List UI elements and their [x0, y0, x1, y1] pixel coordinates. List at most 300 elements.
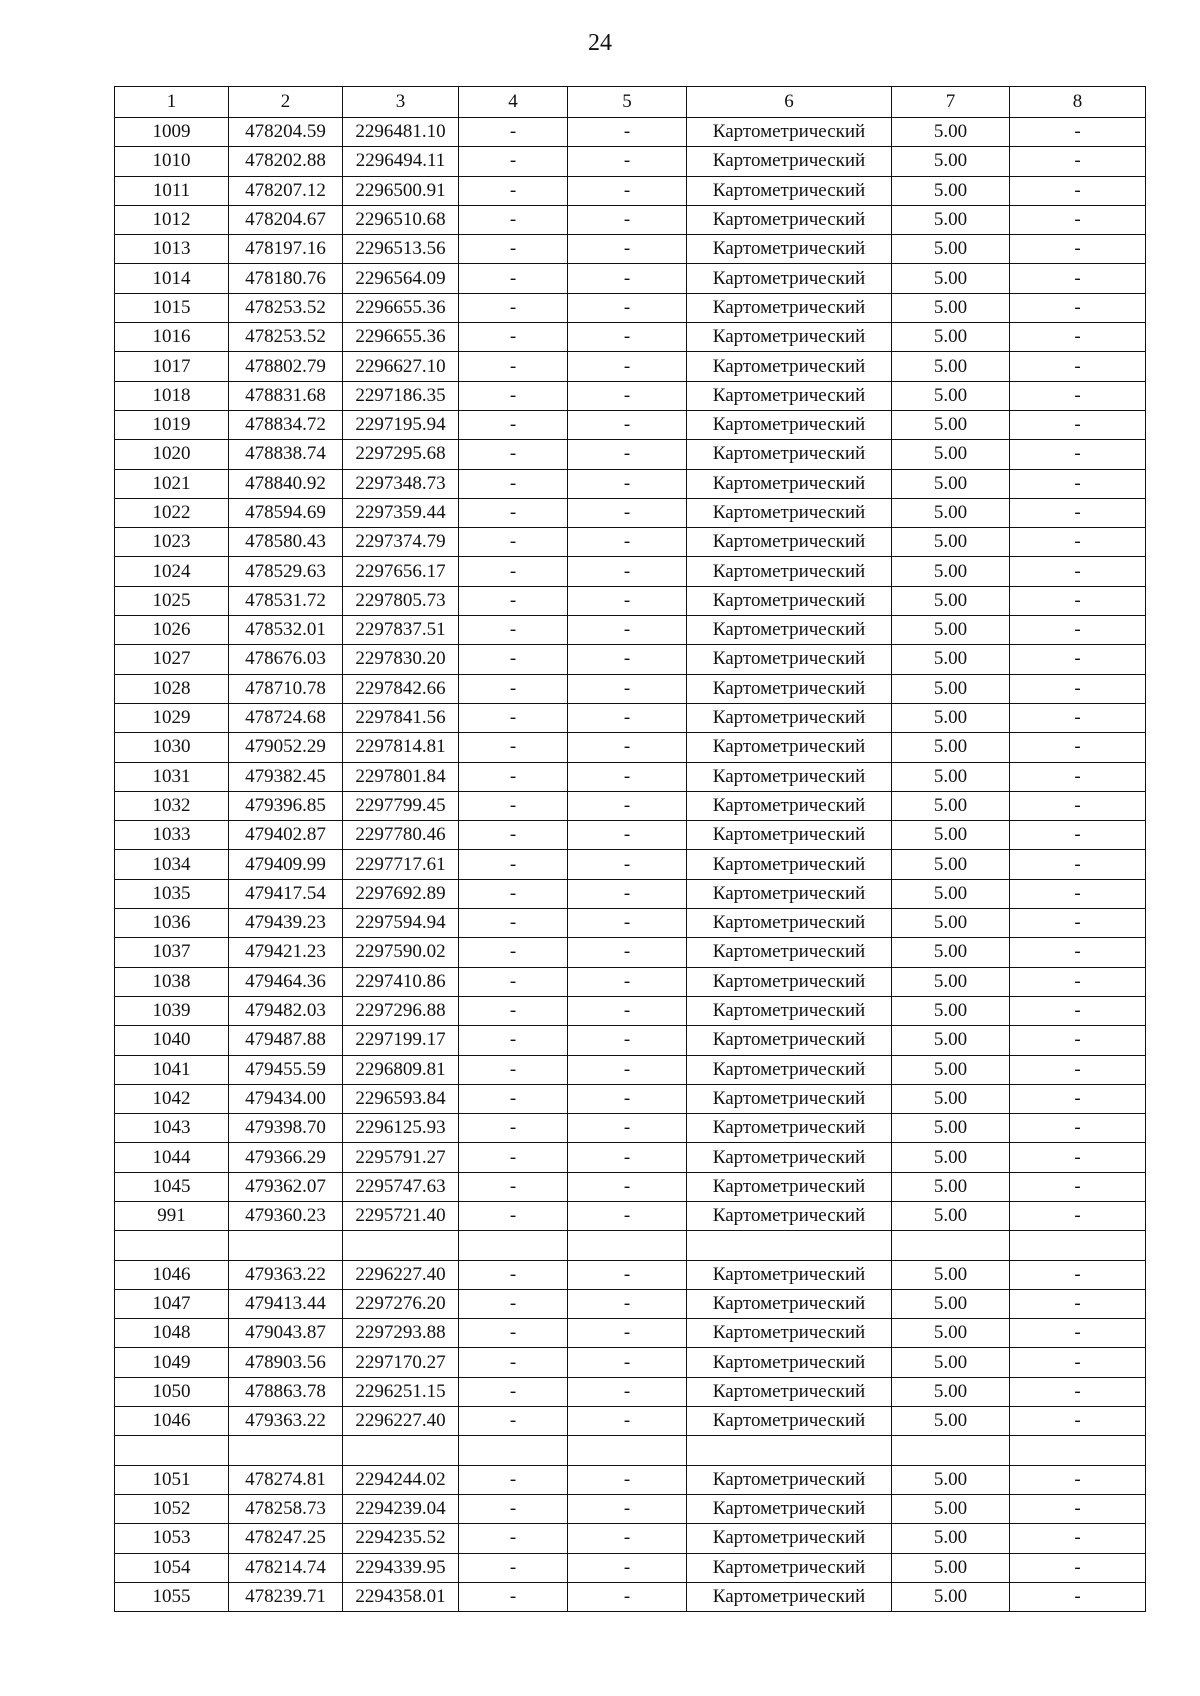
column-8-cell: -: [1010, 762, 1146, 791]
method-cell: Картометрический: [687, 1319, 892, 1348]
column-5-cell: -: [568, 791, 687, 820]
coordinate-x-cell: [229, 1231, 343, 1260]
coordinate-x-cell: 479409.99: [229, 850, 343, 879]
table-row: [115, 381, 1146, 410]
table-row: [115, 176, 1146, 205]
table-row: [115, 498, 1146, 527]
coordinate-x-cell: 479434.00: [229, 1084, 343, 1113]
column-4-cell: -: [459, 118, 568, 147]
point-number-cell: 1034: [115, 850, 229, 879]
table-row: [115, 147, 1146, 176]
column-8-cell: -: [1010, 1377, 1146, 1406]
column-5-cell: -: [568, 821, 687, 850]
point-number-cell: 1035: [115, 879, 229, 908]
coordinate-x-cell: 478594.69: [229, 498, 343, 527]
accuracy-cell: 5.00: [892, 762, 1010, 791]
column-8-cell: -: [1010, 264, 1146, 293]
method-cell: Картометрический: [687, 381, 892, 410]
column-4-cell: -: [459, 147, 568, 176]
column-header: 5: [568, 87, 687, 118]
point-number-cell: 1025: [115, 586, 229, 615]
coordinate-x-cell: [229, 1436, 343, 1465]
coordinate-x-cell: 478580.43: [229, 528, 343, 557]
column-5-cell: -: [568, 645, 687, 674]
coordinate-y-cell: 2296809.81: [343, 1055, 459, 1084]
column-4-cell: -: [459, 586, 568, 615]
column-8-cell: -: [1010, 235, 1146, 264]
coordinate-y-cell: 2297293.88: [343, 1319, 459, 1348]
method-cell: Картометрический: [687, 850, 892, 879]
column-4-cell: -: [459, 557, 568, 586]
column-5-cell: -: [568, 733, 687, 762]
column-8-cell: -: [1010, 1289, 1146, 1318]
coordinate-y-cell: 2296564.09: [343, 264, 459, 293]
table-row: [115, 850, 1146, 879]
point-number-cell: 1028: [115, 674, 229, 703]
column-5-cell: -: [568, 1319, 687, 1348]
coordinate-x-cell: 479398.70: [229, 1114, 343, 1143]
point-number-cell: 1054: [115, 1553, 229, 1582]
point-number-cell: 1014: [115, 264, 229, 293]
column-5-cell: -: [568, 1494, 687, 1523]
coordinate-y-cell: 2297186.35: [343, 381, 459, 410]
coordinate-y-cell: 2296494.11: [343, 147, 459, 176]
table-row: [115, 1494, 1146, 1523]
column-5-cell: -: [568, 1582, 687, 1611]
accuracy-cell: 5.00: [892, 1260, 1010, 1289]
column-5-cell: -: [568, 410, 687, 439]
column-5-cell: -: [568, 498, 687, 527]
column-8-cell: -: [1010, 1055, 1146, 1084]
accuracy-cell: 5.00: [892, 1524, 1010, 1553]
accuracy-cell: 5.00: [892, 147, 1010, 176]
column-4-cell: -: [459, 410, 568, 439]
method-cell: Картометрический: [687, 264, 892, 293]
method-cell: Картометрический: [687, 118, 892, 147]
column-5-cell: -: [568, 703, 687, 732]
point-number-cell: 1042: [115, 1084, 229, 1113]
coordinate-y-cell: 2297780.46: [343, 821, 459, 850]
coordinate-x-cell: 478831.68: [229, 381, 343, 410]
table-header-row: [115, 87, 1146, 118]
method-cell: Картометрический: [687, 1582, 892, 1611]
column-5-cell: -: [568, 1289, 687, 1318]
accuracy-cell: 5.00: [892, 1172, 1010, 1201]
accuracy-cell: 5.00: [892, 1348, 1010, 1377]
point-number-cell: 1029: [115, 703, 229, 732]
coordinate-x-cell: 479439.23: [229, 909, 343, 938]
coordinate-y-cell: 2296627.10: [343, 352, 459, 381]
table-row: [115, 645, 1146, 674]
method-cell: Картометрический: [687, 762, 892, 791]
point-number-cell: [115, 1436, 229, 1465]
coordinate-x-cell: 479382.45: [229, 762, 343, 791]
method-cell: Картометрический: [687, 235, 892, 264]
table-row: [115, 1201, 1146, 1230]
column-4-cell: -: [459, 1524, 568, 1553]
table-row: [115, 1172, 1146, 1201]
accuracy-cell: 5.00: [892, 1377, 1010, 1406]
table-row: [115, 1553, 1146, 1582]
column-header: 8: [1010, 87, 1146, 118]
method-cell: Картометрический: [687, 1289, 892, 1318]
accuracy-cell: 5.00: [892, 235, 1010, 264]
coordinate-y-cell: 2295721.40: [343, 1201, 459, 1230]
column-8-cell: -: [1010, 381, 1146, 410]
table-row: [115, 557, 1146, 586]
coordinate-x-cell: 478903.56: [229, 1348, 343, 1377]
method-cell: Картометрический: [687, 616, 892, 645]
coordinate-y-cell: 2297801.84: [343, 762, 459, 791]
coordinate-x-cell: 478676.03: [229, 645, 343, 674]
method-cell: Картометрический: [687, 1494, 892, 1523]
table-row: [115, 235, 1146, 264]
method-cell: Картометрический: [687, 469, 892, 498]
coordinate-x-cell: 479396.85: [229, 791, 343, 820]
coordinate-x-cell: 479464.36: [229, 967, 343, 996]
column-8-cell: -: [1010, 879, 1146, 908]
table-body: [115, 87, 1146, 1612]
table-row: [115, 1524, 1146, 1553]
column-5-cell: -: [568, 205, 687, 234]
coordinate-y-cell: 2297830.20: [343, 645, 459, 674]
method-cell: Картометрический: [687, 205, 892, 234]
table-row: [115, 1407, 1146, 1436]
coordinate-y-cell: 2294235.52: [343, 1524, 459, 1553]
column-4-cell: -: [459, 850, 568, 879]
column-8-cell: -: [1010, 528, 1146, 557]
table-row: [115, 323, 1146, 352]
accuracy-cell: 5.00: [892, 410, 1010, 439]
coordinate-x-cell: 479417.54: [229, 879, 343, 908]
column-4-cell: -: [459, 1348, 568, 1377]
accuracy-cell: 5.00: [892, 909, 1010, 938]
coordinate-x-cell: 478529.63: [229, 557, 343, 586]
column-5-cell: -: [568, 586, 687, 615]
column-5-cell: -: [568, 1348, 687, 1377]
column-4-cell: -: [459, 205, 568, 234]
accuracy-cell: 5.00: [892, 1201, 1010, 1230]
coordinate-x-cell: 478840.92: [229, 469, 343, 498]
point-number-cell: 1021: [115, 469, 229, 498]
column-header: 1: [115, 87, 229, 118]
column-5-cell: -: [568, 616, 687, 645]
point-number-cell: 1047: [115, 1289, 229, 1318]
coordinate-y-cell: 2297410.86: [343, 967, 459, 996]
point-number-cell: 1053: [115, 1524, 229, 1553]
method-cell: Картометрический: [687, 879, 892, 908]
column-8-cell: -: [1010, 557, 1146, 586]
column-8-cell: -: [1010, 1348, 1146, 1377]
table-row: [115, 469, 1146, 498]
column-8-cell: -: [1010, 176, 1146, 205]
column-4-cell: -: [459, 498, 568, 527]
accuracy-cell: 5.00: [892, 1143, 1010, 1172]
column-5-cell: -: [568, 1260, 687, 1289]
coordinate-x-cell: 479413.44: [229, 1289, 343, 1318]
column-4-cell: -: [459, 1494, 568, 1523]
point-number-cell: 1043: [115, 1114, 229, 1143]
coordinate-x-cell: 478802.79: [229, 352, 343, 381]
column-4-cell: -: [459, 293, 568, 322]
table-row: [115, 996, 1146, 1025]
column-4-cell: -: [459, 1201, 568, 1230]
column-header: 6: [687, 87, 892, 118]
column-8-cell: -: [1010, 1026, 1146, 1055]
method-cell: Картометрический: [687, 1553, 892, 1582]
accuracy-cell: 5.00: [892, 967, 1010, 996]
column-4-cell: -: [459, 791, 568, 820]
point-number-cell: 1039: [115, 996, 229, 1025]
column-5-cell: -: [568, 1377, 687, 1406]
point-number-cell: 1023: [115, 528, 229, 557]
point-number-cell: 991: [115, 1201, 229, 1230]
coordinate-y-cell: 2297295.68: [343, 440, 459, 469]
method-cell: Картометрический: [687, 410, 892, 439]
accuracy-cell: 5.00: [892, 528, 1010, 557]
table-row: [115, 1348, 1146, 1377]
method-cell: Картометрический: [687, 352, 892, 381]
column-4-cell: -: [459, 1289, 568, 1318]
point-number-cell: 1040: [115, 1026, 229, 1055]
column-4-cell: -: [459, 762, 568, 791]
column-4-cell: -: [459, 1260, 568, 1289]
column-8-cell: -: [1010, 674, 1146, 703]
column-8-cell: -: [1010, 440, 1146, 469]
table-row: [115, 1143, 1146, 1172]
accuracy-cell: 5.00: [892, 879, 1010, 908]
table-row: [115, 909, 1146, 938]
coordinate-y-cell: 2297842.66: [343, 674, 459, 703]
coordinate-x-cell: 479363.22: [229, 1407, 343, 1436]
column-4-cell: -: [459, 909, 568, 938]
column-5-cell: -: [568, 1172, 687, 1201]
column-4-cell: -: [459, 616, 568, 645]
column-4-cell: -: [459, 1114, 568, 1143]
column-8-cell: [1010, 1436, 1146, 1465]
column-4-cell: -: [459, 381, 568, 410]
method-cell: Картометрический: [687, 938, 892, 967]
coordinate-y-cell: 2296513.56: [343, 235, 459, 264]
point-number-cell: 1027: [115, 645, 229, 674]
point-number-cell: 1015: [115, 293, 229, 322]
column-8-cell: -: [1010, 996, 1146, 1025]
column-8-cell: -: [1010, 323, 1146, 352]
table-row: [115, 586, 1146, 615]
accuracy-cell: 5.00: [892, 498, 1010, 527]
point-number-cell: 1022: [115, 498, 229, 527]
coordinate-x-cell: 479363.22: [229, 1260, 343, 1289]
column-header: 4: [459, 87, 568, 118]
column-4-cell: -: [459, 674, 568, 703]
point-number-cell: 1013: [115, 235, 229, 264]
coordinate-x-cell: 478258.73: [229, 1494, 343, 1523]
method-cell: Картометрический: [687, 1524, 892, 1553]
coordinate-x-cell: 478532.01: [229, 616, 343, 645]
column-8-cell: -: [1010, 850, 1146, 879]
column-5-cell: -: [568, 381, 687, 410]
coordinate-y-cell: 2295791.27: [343, 1143, 459, 1172]
point-number-cell: 1026: [115, 616, 229, 645]
column-4-cell: -: [459, 1377, 568, 1406]
column-5-cell: -: [568, 147, 687, 176]
column-8-cell: -: [1010, 1465, 1146, 1494]
coordinate-x-cell: 479052.29: [229, 733, 343, 762]
column-5-cell: -: [568, 674, 687, 703]
coordinate-y-cell: 2294339.95: [343, 1553, 459, 1582]
coordinate-x-cell: 478834.72: [229, 410, 343, 439]
column-4-cell: -: [459, 1582, 568, 1611]
column-8-cell: -: [1010, 469, 1146, 498]
point-number-cell: 1052: [115, 1494, 229, 1523]
point-number-cell: 1011: [115, 176, 229, 205]
column-header: 7: [892, 87, 1010, 118]
method-cell: Картометрический: [687, 645, 892, 674]
table-row: [115, 1231, 1146, 1260]
column-5-cell: -: [568, 1201, 687, 1230]
accuracy-cell: [892, 1231, 1010, 1260]
column-4-cell: [459, 1231, 568, 1260]
coordinate-x-cell: 478202.88: [229, 147, 343, 176]
coordinate-x-cell: 478253.52: [229, 323, 343, 352]
accuracy-cell: 5.00: [892, 205, 1010, 234]
point-number-cell: 1038: [115, 967, 229, 996]
column-header: 2: [229, 87, 343, 118]
point-number-cell: 1017: [115, 352, 229, 381]
column-8-cell: -: [1010, 1084, 1146, 1113]
table-row: [115, 118, 1146, 147]
coordinate-x-cell: 478863.78: [229, 1377, 343, 1406]
column-8-cell: -: [1010, 293, 1146, 322]
table-row: [115, 703, 1146, 732]
point-number-cell: 1009: [115, 118, 229, 147]
column-4-cell: -: [459, 703, 568, 732]
point-number-cell: 1048: [115, 1319, 229, 1348]
column-4-cell: -: [459, 1553, 568, 1582]
point-number-cell: 1019: [115, 410, 229, 439]
column-8-cell: [1010, 1231, 1146, 1260]
coordinate-x-cell: 478710.78: [229, 674, 343, 703]
column-4-cell: -: [459, 235, 568, 264]
coordinate-x-cell: 479402.87: [229, 821, 343, 850]
accuracy-cell: 5.00: [892, 469, 1010, 498]
table-row: [115, 733, 1146, 762]
coordinate-x-cell: 479043.87: [229, 1319, 343, 1348]
method-cell: Картометрический: [687, 440, 892, 469]
point-number-cell: 1016: [115, 323, 229, 352]
coordinate-x-cell: 478531.72: [229, 586, 343, 615]
column-5-cell: -: [568, 557, 687, 586]
column-5-cell: -: [568, 879, 687, 908]
accuracy-cell: 5.00: [892, 440, 1010, 469]
point-number-cell: 1046: [115, 1407, 229, 1436]
coordinate-x-cell: 478197.16: [229, 235, 343, 264]
method-cell: Картометрический: [687, 147, 892, 176]
column-4-cell: -: [459, 1026, 568, 1055]
accuracy-cell: [892, 1436, 1010, 1465]
method-cell: Картометрический: [687, 733, 892, 762]
coordinate-x-cell: 478239.71: [229, 1582, 343, 1611]
table-row: [115, 205, 1146, 234]
point-number-cell: 1051: [115, 1465, 229, 1494]
coordinate-x-cell: 479366.29: [229, 1143, 343, 1172]
point-number-cell: 1041: [115, 1055, 229, 1084]
column-8-cell: -: [1010, 205, 1146, 234]
coordinate-y-cell: 2296510.68: [343, 205, 459, 234]
table-row: [115, 791, 1146, 820]
column-8-cell: -: [1010, 791, 1146, 820]
method-cell: Картометрический: [687, 996, 892, 1025]
column-4-cell: -: [459, 1055, 568, 1084]
method-cell: Картометрический: [687, 1407, 892, 1436]
accuracy-cell: 5.00: [892, 674, 1010, 703]
method-cell: [687, 1436, 892, 1465]
accuracy-cell: 5.00: [892, 1114, 1010, 1143]
table-row: [115, 616, 1146, 645]
accuracy-cell: 5.00: [892, 1494, 1010, 1523]
column-8-cell: -: [1010, 1524, 1146, 1553]
method-cell: Картометрический: [687, 1465, 892, 1494]
point-number-cell: 1024: [115, 557, 229, 586]
accuracy-cell: 5.00: [892, 645, 1010, 674]
coordinate-x-cell: 478247.25: [229, 1524, 343, 1553]
coordinate-x-cell: 479487.88: [229, 1026, 343, 1055]
table-row: [115, 352, 1146, 381]
method-cell: Картометрический: [687, 1143, 892, 1172]
table-row: [115, 264, 1146, 293]
accuracy-cell: 5.00: [892, 821, 1010, 850]
column-4-cell: -: [459, 176, 568, 205]
point-number-cell: 1045: [115, 1172, 229, 1201]
table-row: [115, 1319, 1146, 1348]
table-row: [115, 293, 1146, 322]
column-8-cell: -: [1010, 1172, 1146, 1201]
column-5-cell: [568, 1436, 687, 1465]
coordinate-y-cell: 2297814.81: [343, 733, 459, 762]
column-5-cell: -: [568, 909, 687, 938]
table-row: [115, 1114, 1146, 1143]
coordinate-x-cell: 478214.74: [229, 1553, 343, 1582]
accuracy-cell: 5.00: [892, 586, 1010, 615]
method-cell: Картометрический: [687, 498, 892, 527]
table-row: [115, 1436, 1146, 1465]
column-5-cell: -: [568, 1143, 687, 1172]
method-cell: Картометрический: [687, 557, 892, 586]
column-5-cell: -: [568, 352, 687, 381]
coordinate-x-cell: 478204.67: [229, 205, 343, 234]
column-8-cell: -: [1010, 703, 1146, 732]
column-4-cell: -: [459, 1407, 568, 1436]
coordinate-y-cell: 2295747.63: [343, 1172, 459, 1201]
coordinate-y-cell: 2296500.91: [343, 176, 459, 205]
accuracy-cell: 5.00: [892, 850, 1010, 879]
column-8-cell: -: [1010, 616, 1146, 645]
coordinate-y-cell: 2297276.20: [343, 1289, 459, 1318]
method-cell: Картометрический: [687, 1084, 892, 1113]
table-row: [115, 1260, 1146, 1289]
table-row: [115, 967, 1146, 996]
column-5-cell: -: [568, 118, 687, 147]
coordinate-y-cell: 2297594.94: [343, 909, 459, 938]
point-number-cell: 1046: [115, 1260, 229, 1289]
table-row: [115, 1055, 1146, 1084]
accuracy-cell: 5.00: [892, 616, 1010, 645]
column-8-cell: -: [1010, 1407, 1146, 1436]
coordinate-y-cell: 2296481.10: [343, 118, 459, 147]
method-cell: Картометрический: [687, 1172, 892, 1201]
column-5-cell: -: [568, 176, 687, 205]
method-cell: Картометрический: [687, 1260, 892, 1289]
